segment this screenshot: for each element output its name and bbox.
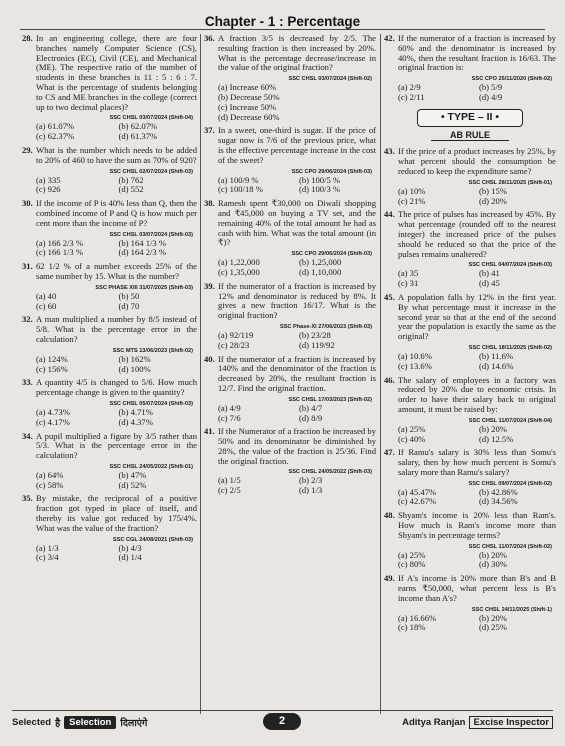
answer-option: (a) 45.47%	[398, 486, 437, 497]
answer-options	[398, 614, 556, 634]
answer-option: (c) 2/11	[398, 91, 425, 102]
question-number: 39.	[204, 280, 215, 291]
answer-option: (a) 166 2/3 %	[36, 237, 84, 248]
answer-option: (b) 20%	[479, 549, 507, 560]
question-number: 31.	[22, 261, 33, 272]
rule-heading: AB RULE	[431, 131, 509, 142]
answer-options	[218, 258, 376, 278]
question-number: 42.	[384, 34, 395, 43]
answer-option: (c) 1,35,000	[218, 266, 260, 277]
answer-option: (b) 23/28	[299, 329, 331, 340]
answer-option: (d) Decrease 60%	[218, 111, 280, 122]
question-text: 62 1/2 % of a number exceeds 25% of the same number by 15. What is the number?	[36, 261, 197, 281]
question-block	[22, 378, 197, 427]
question	[384, 34, 556, 73]
question	[204, 427, 376, 466]
slogan-dilayenge: दिलाएंगे	[120, 718, 148, 729]
answer-option: (d) 8/9	[299, 412, 323, 423]
question-text: A man multiplied a number by 8/5 instead of 5/8. What is the percentage error in the calculation?	[36, 314, 197, 344]
question	[22, 432, 197, 461]
question	[384, 147, 556, 176]
answer-option: (b) 11.6%	[479, 350, 514, 361]
answer-options	[36, 408, 197, 428]
question	[384, 448, 556, 477]
answer-option: (a) Increase 60%	[218, 82, 277, 93]
answer-options	[218, 176, 376, 196]
question-text: If the numerator of a fraction is increased by 60% and the denominator is increased by 40%, then the resultant fraction is 16/63. The original fraction is:	[398, 34, 556, 73]
question	[204, 282, 376, 321]
answer-option: (d) 119/92	[299, 339, 335, 350]
answer-option: (a) 1/5	[218, 475, 241, 486]
footer-rule	[12, 710, 553, 711]
question-block	[384, 210, 556, 289]
question-block	[384, 293, 556, 372]
question	[384, 293, 556, 342]
question-number: 34.	[22, 430, 33, 441]
question-number: 49.	[384, 573, 395, 584]
answer-options	[398, 488, 556, 508]
question-block	[384, 574, 556, 633]
question-block	[22, 199, 197, 258]
column-3	[384, 34, 556, 714]
column-divider	[200, 34, 201, 714]
answer-option: (c) 60	[36, 300, 57, 311]
question-number: 30.	[22, 198, 33, 209]
question-block	[204, 355, 376, 424]
answer-options	[36, 239, 197, 259]
column-divider	[380, 34, 381, 714]
answer-options	[218, 331, 376, 351]
answer-option: (a) 124%	[36, 353, 68, 364]
question-number: 32.	[22, 314, 33, 325]
exam-source: SSC MTS 13/06/2023 (Shift-02)	[112, 347, 193, 354]
question-block	[204, 126, 376, 195]
question-block	[204, 199, 376, 278]
answer-option: (d) 30%	[479, 559, 507, 570]
exam-source: SSC CHSL 24/05/2022 (Shift-01)	[109, 463, 193, 470]
page-number: 2	[263, 713, 301, 730]
exam-source: SSC CHSL 02/07/2024 (Shift-03)	[109, 168, 193, 175]
answer-option: (d) 100%	[118, 363, 151, 374]
answer-options	[218, 83, 376, 122]
answer-option: (a) 2/9	[398, 82, 421, 93]
exam-source: SSC PHASE XIII 31/07/2025 (Shift-03)	[95, 284, 193, 291]
answer-option: (d) 14.6%	[479, 360, 514, 371]
question-text: A quantity 4/5 is changed to 5/6. How much percentage change is given to the quantity?	[36, 377, 197, 398]
answer-option: (a) 335	[36, 174, 61, 185]
answer-option: (a) 16.66%	[398, 612, 437, 623]
question	[22, 146, 197, 166]
answer-option: (b) 41	[479, 268, 500, 279]
question-number: 43.	[384, 146, 395, 157]
question-text: A fraction 3/5 is decreased by 2/5. The resulting fraction is then increased by 20%. What is the percentage decrease/increase in the value of the original fraction?	[218, 34, 376, 73]
exam-source: SSC CHSL 03/07/2024 (Shift-04)	[109, 115, 193, 122]
answer-option: (a) 25%	[398, 549, 426, 560]
question	[204, 355, 376, 394]
answer-option: (c) 40%	[398, 433, 426, 444]
question	[22, 378, 197, 398]
slogan-selection: Selection	[64, 716, 116, 729]
answer-option: (d) 34.56%	[479, 496, 518, 507]
question	[204, 126, 376, 165]
answer-option: (b) 47%	[118, 469, 147, 480]
answer-options	[36, 355, 197, 375]
question-block	[204, 282, 376, 351]
answer-option: (b) 5/9	[479, 82, 503, 93]
question-text: A population falls by 12% in the first year. By what percentage must it increase in the second year so that at the end of the second year the population is exactly the same as the original?	[398, 291, 556, 342]
answer-option: (c) 18%	[398, 622, 426, 633]
answer-option: (c) 4.17%	[36, 416, 70, 427]
question-number: 47.	[384, 447, 395, 458]
exam-source: SSC CHSL 24/05/2022 (Shift-03)	[288, 469, 372, 476]
question-number: 33.	[22, 377, 33, 388]
answer-options	[398, 352, 556, 372]
answer-option: (c) 42.67%	[398, 496, 437, 507]
type-heading: • TYPE – II •	[417, 109, 523, 127]
answer-option: (a) 61.07%	[36, 121, 75, 132]
author-role: Excise Inspector	[469, 716, 553, 729]
question-text: What is the number which needs to be added to 20% of 460 to have the sum as 70% of 920?	[36, 144, 197, 165]
exam-source: SSC CHSL 24/11/2025 (Shift-1)	[471, 606, 552, 613]
author-name: Aditya Ranjan	[402, 717, 466, 728]
answer-options	[398, 269, 556, 289]
answer-option: (b) 4.71%	[118, 406, 153, 417]
footer	[0, 712, 565, 732]
question-text: If A's income is 20% more than B's and B earns ₹50,000, what percent less is B's income than A's?	[398, 573, 556, 603]
answer-option: (a) 1,22,000	[218, 257, 260, 268]
answer-option: (d) 164 2/3 %	[118, 247, 166, 258]
question-number: 44.	[384, 209, 395, 220]
exam-source: SSC CPO 29/06/2024 (Shift-03)	[291, 168, 372, 175]
answer-options	[36, 544, 197, 564]
question-text: In an engineering college, there are four branches namely Computer Science (CS), Electronics (EC), Civil (CE), and Mechanical (ME). The respective ratio of the number of students in these branches is 11 : 5 : 6 : 7. What is the percentage of students belonging to CS and ME branches in the college (correct up to two decimal places)?	[36, 34, 197, 112]
question-number: 46.	[384, 374, 395, 385]
answer-option: (d) 100/3 %	[299, 184, 341, 195]
answer-option: (b) 20%	[479, 612, 507, 623]
question	[204, 34, 376, 73]
answer-options	[36, 292, 197, 312]
exam-source: SSC CHSL 18/11/2025 (Shift-02)	[468, 344, 552, 351]
footer-slogan	[12, 716, 147, 729]
answer-option: (b) 1,25,000	[299, 257, 342, 268]
answer-option: (c) 58%	[36, 479, 64, 490]
exam-source: SSC CHSL 09/07/2024 (Shift-02)	[468, 480, 552, 487]
header-rule	[20, 29, 545, 30]
slogan-hai: है	[55, 718, 61, 729]
answer-option: (d) 20%	[479, 195, 507, 206]
question-number: 35.	[22, 493, 33, 504]
answer-option: (c) 166 1/3 %	[36, 247, 84, 258]
column-2	[204, 34, 376, 714]
exam-source: SSC CHSL 11/07/2024 (Shift-02)	[468, 543, 552, 550]
question	[22, 494, 197, 533]
answer-options	[36, 122, 197, 142]
answer-option: (c) 13.6%	[398, 360, 432, 371]
answer-option: (a) 4/9	[218, 402, 241, 413]
question-text: If Ramu's salary is 30% less than Somu's salary, then by how much percent is Somu's salary more than Ramu's salary?	[398, 447, 556, 477]
question-block	[22, 262, 197, 311]
exam-source: SSC CPO 29/06/2024 (Shift-03)	[291, 251, 372, 258]
exam-source: SSC CHSL 03/07/2024 (Shift-02)	[288, 76, 372, 83]
question-block	[384, 448, 556, 507]
answer-options	[218, 404, 376, 424]
answer-option: (b) 15%	[479, 185, 507, 196]
answer-option: (b) 164 1/3 %	[118, 237, 166, 248]
answer-option: (d) 52%	[118, 479, 147, 490]
question-text: If the price of a product increases by 25%, by what percent should the consumption be reduced to keep the expenditure same?	[398, 146, 556, 176]
answer-option: (a) 25%	[398, 423, 426, 434]
answer-option: (b) 2/3	[299, 475, 323, 486]
question-number: 45.	[384, 291, 395, 302]
question	[22, 262, 197, 282]
answer-option: (c) 21%	[398, 195, 426, 206]
slogan-selected: Selected	[12, 717, 52, 728]
exam-source: SSC Phase-XI 27/06/2023 (Shift-03)	[279, 323, 372, 330]
answer-option: (c) Increase 50%	[218, 101, 277, 112]
exam-source: SSC CHSL 05/07/2024 (Shift-03)	[109, 400, 193, 407]
answer-option: (a) 35	[398, 268, 419, 279]
exam-source: SSC CGL 24/08/2021 (Shift-03)	[112, 536, 193, 543]
exam-source: SSC CHSL 03/07/2024 (Shift-03)	[109, 231, 193, 238]
question-number: 36.	[204, 34, 215, 43]
question-text: Ramesh spent ₹30,000 on Diwali shopping and ₹45,000 on buying a TV set, and the remaining 40% of the total amount he had as cash with him. What was the total amount (in ₹)?	[218, 198, 376, 248]
answer-option: (a) 64%	[36, 469, 64, 480]
answer-option: (b) 62.07%	[118, 121, 158, 132]
answer-option: (b) 50	[118, 290, 140, 301]
answer-options	[398, 83, 556, 103]
question	[384, 376, 556, 415]
exam-source: SSC CHSL 11/07/2024 (Shift-04)	[468, 417, 552, 424]
question	[384, 574, 556, 603]
question-number: 38.	[204, 198, 215, 209]
question-text: If the income of P is 40% less than Q, then the combined income of P and Q is how much per cent more than the income of P?	[36, 198, 197, 228]
question-block	[22, 494, 197, 563]
question-text: A pupil multiplied a figure by 3/5 rather than 5/3. What is the percentage error in the calculation?	[36, 430, 197, 461]
question	[384, 210, 556, 259]
answer-option: (a) 10.6%	[398, 350, 432, 361]
column-1	[22, 34, 197, 714]
question-text: If the Numerator of a fraction be increased by 50% and its denominator be diminished by 28%, the value of the fraction is 25/36. Find the original fraction.	[218, 426, 376, 466]
question-block	[204, 427, 376, 496]
question-number: 41.	[204, 426, 215, 437]
question-text: By mistake, the reciprocal of a positive fraction got typed in place of itself, and thereby its value got reduced by 175/4%. What was the value of the fraction?	[36, 493, 197, 533]
answer-option: (a) 40	[36, 290, 57, 301]
answer-option: (b) 4/7	[299, 402, 323, 413]
question-text: If the numerator of a fraction is increased by 12% and denominator is reduced by 8%. It gives a new fraction 16/17. What is the original fraction?	[218, 280, 376, 321]
exam-source: SSC CHSL 04/07/2024 (Shift-03)	[468, 262, 552, 269]
question-block	[384, 376, 556, 445]
answer-option: (d) 61.37%	[118, 131, 158, 142]
question-text: The price of pulses has increased by 45%. By what percentage (rounded off to the nearest integer) the increased price of the pulses should be reduced so that the price of the pulses remains unaltered?	[398, 209, 556, 259]
answer-option: (d) 25%	[479, 622, 507, 633]
answer-option: (c) 80%	[398, 559, 426, 570]
answer-option: (a) 92/119	[218, 329, 254, 340]
answer-option: (a) 10%	[398, 185, 426, 196]
question	[384, 511, 556, 540]
answer-option: (c) 7/6	[218, 412, 241, 423]
exam-source: SSC CHSL 28/11/2025 (Shift-01)	[468, 179, 552, 186]
answer-option: (b) Decrease 50%	[218, 91, 280, 102]
answer-option: (c) 62.37%	[36, 131, 75, 142]
answer-option: (c) 926	[36, 184, 61, 195]
question-block	[22, 146, 197, 195]
question-block	[384, 511, 556, 570]
answer-option: (b) 162%	[118, 353, 151, 364]
answer-option: (c) 28/23	[218, 339, 250, 350]
answer-option: (d) 4/9	[479, 91, 503, 102]
question-block	[384, 34, 556, 103]
question	[22, 199, 197, 228]
header	[0, 8, 565, 34]
question	[204, 199, 376, 248]
answer-option: (d) 1/3	[299, 485, 323, 496]
answer-options	[398, 551, 556, 571]
question-number: 28.	[22, 34, 33, 43]
question-number: 48.	[384, 510, 395, 521]
answer-option: (a) 100/9 %	[218, 174, 259, 185]
answer-options	[36, 176, 197, 196]
question-number: 37.	[204, 125, 215, 136]
answer-option: (d) 70	[118, 300, 140, 311]
answer-options	[218, 476, 376, 496]
answer-option: (d) 552	[118, 184, 144, 195]
question-text: In a sweet, one-third is sugar. If the price of sugar now is 7/6 of the previous price, what is the effective percentage increase in the cost of the sweet?	[218, 125, 376, 165]
answer-option: (c) 156%	[36, 363, 68, 374]
exam-source: SSC CHSL 17/03/2023 (Shift-02)	[288, 396, 372, 403]
exam-source: SSC CPO 25/11/2020 (Shift-02)	[471, 76, 552, 83]
question-text: The salary of employees in a factory was reduced by 20% due to economic crisis. In order to have their salary back to original amount, it must be raised by:	[398, 374, 556, 414]
question-block	[22, 34, 197, 142]
answer-option: (d) 1,10,000	[299, 266, 342, 277]
question-number: 29.	[22, 144, 33, 155]
answer-option: (b) 100/5 %	[299, 174, 341, 185]
question-block	[204, 34, 376, 122]
answer-option: (c) 31	[398, 278, 419, 289]
question	[22, 34, 197, 112]
answer-options	[36, 471, 197, 491]
question-text: Shyam's income is 20% less than Ram's. How much is Ram's income more than Shyam's in percentage terms?	[398, 510, 556, 540]
answer-option: (c) 2/5	[218, 485, 241, 496]
answer-option: (c) 100/18 %	[218, 184, 263, 195]
answer-option: (d) 1/4	[118, 552, 142, 563]
answer-option: (b) 762	[118, 174, 144, 185]
answer-options	[398, 425, 556, 445]
answer-option: (a) 4.73%	[36, 406, 70, 417]
answer-option: (d) 4.37%	[118, 416, 153, 427]
question-block	[384, 147, 556, 206]
footer-author	[402, 716, 553, 729]
answer-option: (c) 3/4	[36, 552, 59, 563]
answer-option: (d) 45	[479, 278, 500, 289]
question-block	[22, 315, 197, 374]
answer-option: (b) 4/3	[118, 542, 142, 553]
answer-option: (b) 20%	[479, 423, 507, 434]
chapter-title: Chapter - 1 : Percentage	[193, 14, 372, 29]
question-number: 40.	[204, 353, 215, 364]
answer-option: (d) 12.5%	[479, 433, 514, 444]
question-block	[22, 432, 197, 491]
answer-options	[398, 187, 556, 207]
question-text: If the numerator of a fraction is increased by 140% and the denominator of the fraction is decreased by 20%, the resultant fraction is 12/7. Find the original fraction.	[218, 353, 376, 393]
question	[22, 315, 197, 344]
answer-option: (b) 42.86%	[479, 486, 518, 497]
answer-option: (a) 1/3	[36, 542, 59, 553]
